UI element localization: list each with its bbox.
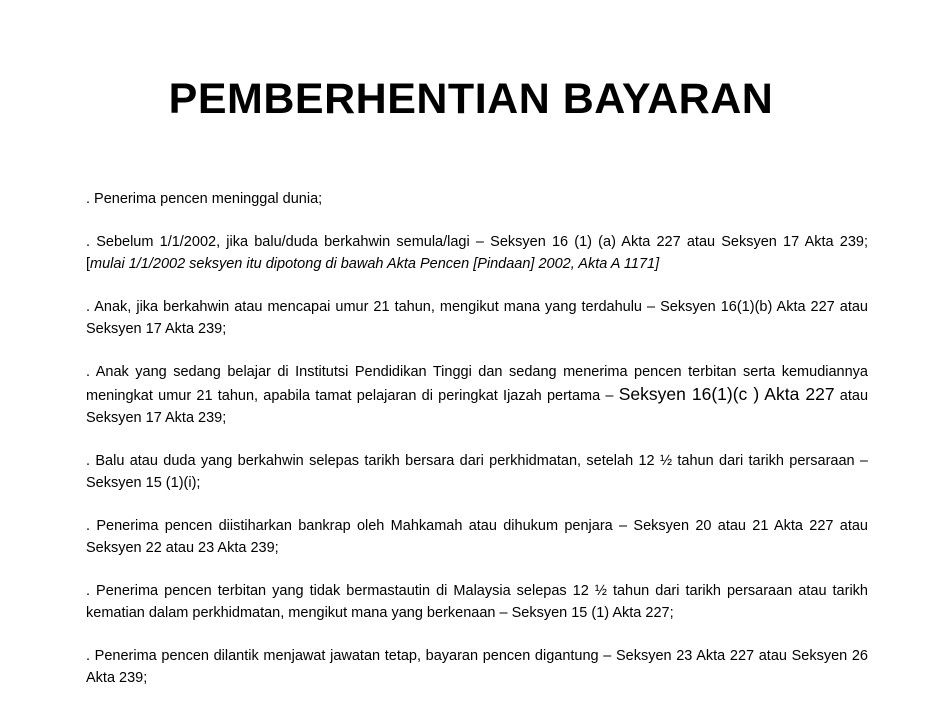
- item-text: . Anak, jika berkahwin atau mencapai umur 21 tahun, mengikut mana yang terdahulu – Seksyen 16(1)(b) Akta 227 atau Seksyen 17 Akta 239;: [86, 299, 868, 337]
- item-tail-text: atau Seksyen 17 Akta 239;: [86, 388, 869, 426]
- item-text: . Penerima pencen diistiharkan bankrap oleh Mahkamah atau dihukum penjara – Seksyen 20 atau 21 Akta 227 atau Seksyen 22 atau 23 Akta 239;: [86, 518, 868, 556]
- list-item: [86, 645, 868, 689]
- item-text: . Anak yang sedang belajar di Institutsi Pendidikan Tinggi dan sedang menerima pencen terbitan serta kemudiannya meningkat umur 21 tahun, apabila tamat pelajaran di peringkat Ijazah pertama –: [86, 364, 868, 404]
- item-text: . Penerima pencen meninggal dunia;: [86, 191, 323, 207]
- list-item: [86, 188, 868, 210]
- item-italic-note: mulai 1/1/2002 seksyen itu dipotong di bawah Akta Pencen [Pindaan] 2002, Akta A 1171]: [90, 256, 660, 272]
- item-large-reference: Seksyen 16(1)(c ) Akta 227: [618, 384, 835, 404]
- item-text: . Penerima pencen dilantik menjawat jawatan tetap, bayaran pencen digantung – Seksyen 23 Akta 227 atau Seksyen 26 Akta 239;: [86, 648, 868, 686]
- content-list: [86, 188, 868, 710]
- list-item: [86, 361, 868, 429]
- slide-title: PEMBERHENTIAN BAYARAN: [168, 75, 774, 123]
- item-text: . Balu atau duda yang berkahwin selepas tarikh bersara dari perkhidmatan, setelah 12 ½ tahun dari tarikh persaraan – Seksyen 15 (1)(i);: [86, 453, 868, 491]
- list-item: [86, 296, 868, 340]
- list-item: [86, 231, 868, 275]
- list-item: [86, 580, 868, 624]
- list-item: [86, 450, 868, 494]
- item-text: . Penerima pencen terbitan yang tidak bermastautin di Malaysia selepas 12 ½ tahun dari tarikh persaraan atau tarikh kematian dalam perkhidmatan, mengikut mana yang berkenaan – Seksyen 15 (1) Akta 227;: [86, 583, 868, 621]
- list-item: [86, 515, 868, 559]
- item-text: . Sebelum 1/1/2002, jika balu/duda berkahwin semula/lagi – Seksyen 16 (1) (a) Akta 227 atau Seksyen 17 Akta 239; [: [86, 234, 868, 272]
